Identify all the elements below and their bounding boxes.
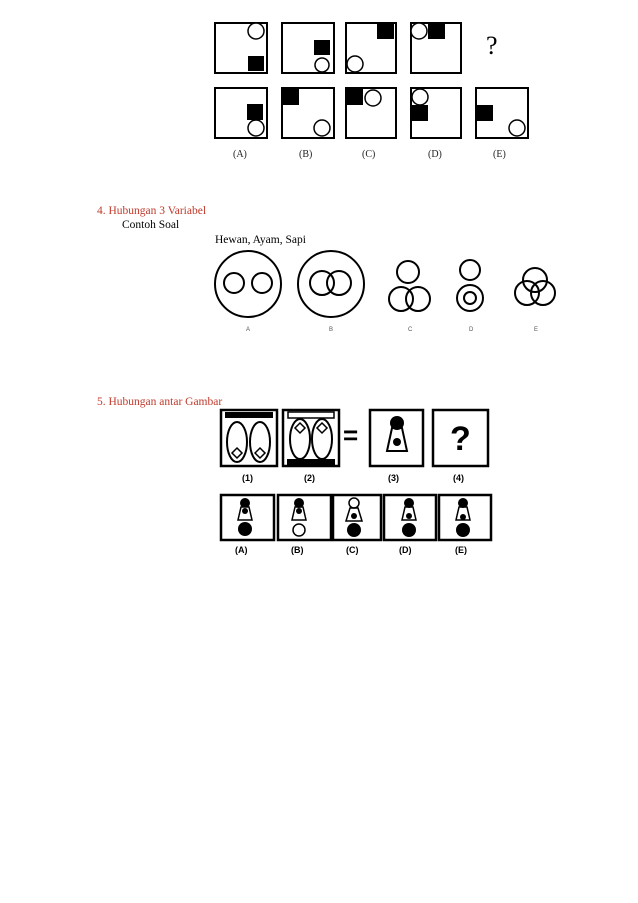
series-question-box-3 [346,23,396,73]
series-option-label-e: (E) [493,149,506,160]
relation-question-label-2: (2) [304,473,315,483]
series-option-label-b: (B) [299,149,313,160]
series-question-box-4 [411,23,461,73]
relation-question-label-4: (4) [453,473,464,483]
series-option-label-c: (C) [362,149,376,160]
relation-option-label-c: (C) [346,545,359,555]
relation-equals-sign: = [343,420,359,450]
venn-option-d [457,260,483,311]
relation-option-label-b: (B) [291,545,304,555]
series-question-box-2 [282,23,334,73]
series-question-box-1 [215,23,267,73]
relation-option-a [221,495,274,540]
venn-option-a [215,251,281,317]
section-4-heading: 4. Hubungan 3 Variabel [97,205,207,217]
relation-option-label-e: (E) [455,545,467,555]
section-4-prompt: Hewan, Ayam, Sapi [215,234,306,246]
relation-question-label-1: (1) [242,473,253,483]
relation-question-box-4 [433,410,488,466]
series-question-mark: ? [486,31,498,60]
venn-option-label-a: A [246,327,251,333]
relation-question-box-2 [283,410,339,466]
relation-question-mark: ? [450,420,471,458]
series-option-a [215,88,267,138]
relation-option-d [384,495,436,540]
series-puzzle-figure [200,15,540,165]
venn-option-label-b: B [329,327,334,333]
section-5-heading: 5. Hubungan antar Gambar [97,396,223,408]
venn-diagram-options [205,250,565,345]
series-option-e [476,88,528,138]
figure-relation-puzzle [210,405,500,560]
venn-option-label-c: C [408,327,413,333]
venn-option-e [515,268,555,305]
series-option-label-a: (A) [233,149,247,160]
series-option-b [282,88,334,138]
section-4-subheading: Contoh Soal [122,219,180,231]
relation-question-box-1 [221,410,277,466]
relation-option-e [439,495,491,540]
venn-option-label-d: D [469,327,474,333]
venn-option-label-e: E [534,327,539,333]
series-option-d [411,88,461,138]
series-option-c [346,88,396,138]
relation-option-label-d: (D) [399,545,412,555]
relation-question-label-3: (3) [388,473,399,483]
relation-option-b [278,495,331,540]
relation-option-label-a: (A) [235,545,248,555]
relation-question-box-3 [370,410,423,466]
series-option-label-d: (D) [428,149,442,160]
venn-option-b [298,251,364,317]
venn-option-c [389,261,430,311]
relation-option-c [333,495,381,540]
